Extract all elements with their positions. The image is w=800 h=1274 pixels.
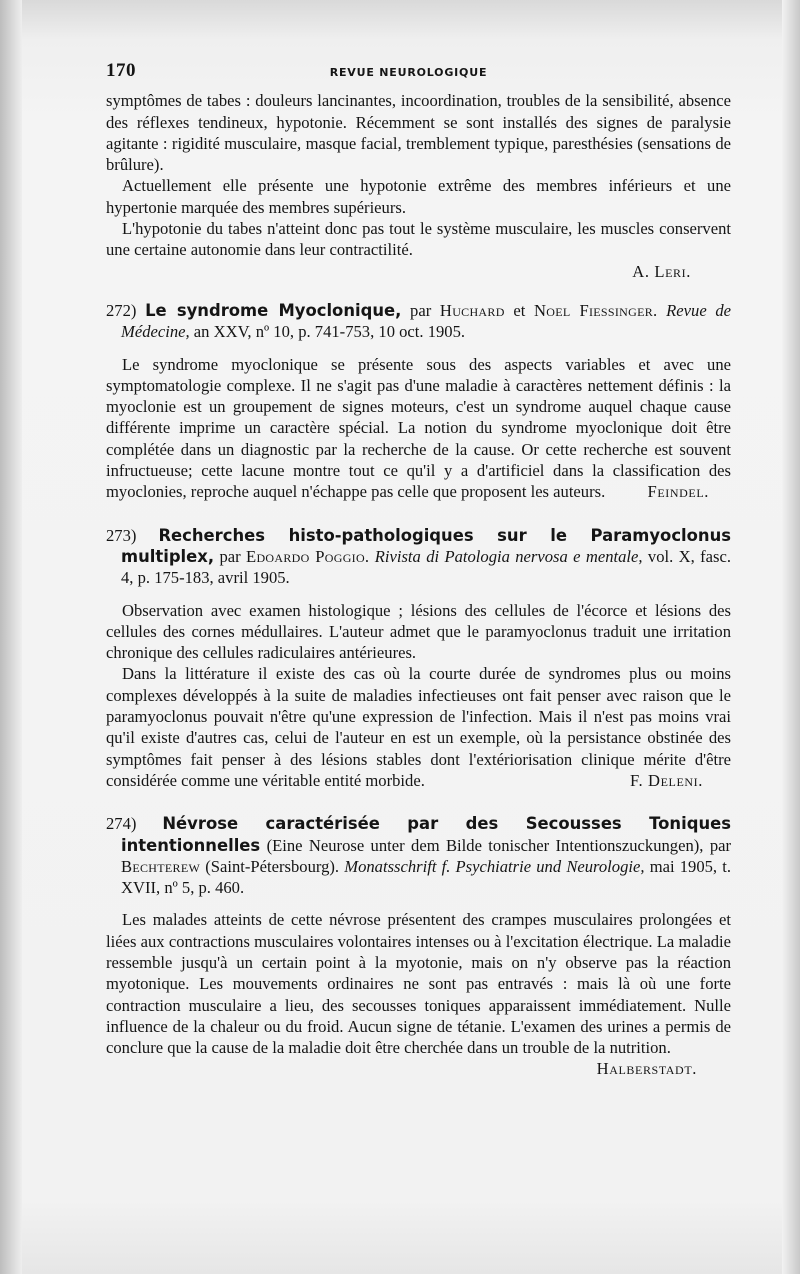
- author-place: (Saint-Pétersbourg).: [205, 856, 340, 876]
- entry-heading: [106, 300, 731, 343]
- reviewer-signature: A. Leri.: [632, 261, 691, 281]
- running-head: REVUE NEUROLOGIQUE: [329, 66, 488, 79]
- author-name: Noel Fiessinger.: [534, 300, 658, 320]
- citation-details: mai 1905, t. XVII, nº 5, p. 460.: [121, 856, 731, 898]
- page-edge-shadow-left: [0, 0, 22, 1274]
- entry-title: Recherches histo-pathologiques sur le Paramyoclonus multiplex,: [121, 525, 732, 566]
- entry-number: 272): [106, 300, 137, 320]
- previous-review-continuation: [106, 90, 731, 282]
- abstract-text: Dans la littérature il existe des cas où la courte durée de syndromes plus ou moins complexes développés à la suite de maladies infectieuses ont fait penser avec raison que le paramyoclonus pouvait n'être qu'une expression de l'infection. Mais il n'est pas moins vrai qu'il existe d'autres cas, celui de l'auteur en est un exemple, où la persistance obstinée des symptômes fait penser à des lésions stables dont l'extériorisation clinique mérite d'être considérée comme une véritable entité morbide. F. Deleni.: [106, 664, 731, 790]
- abstract-text: Les malades atteints de cette névrose présentent des crampes musculaires prolongées et liées aux contractions musculaires volontaires intenses ou à l'excitation électrique. La maladie ressemble jusqu'à un certain point à la myotonie, mais on n'y observe pas la réaction myotonique. Les mouvements ordinaires ne sont pas entravés : mais là où une forte contraction musculaire a lieu, des secousses toniques apparaissent immédiatement. Nulle influence de la chaleur ou du froid. Aucun signe de tétanie. L'examen des urines a permis de conclure que la cause de la maladie doit être cherchée dans un trouble de la nutrition.: [106, 910, 731, 1058]
- page-header: [106, 60, 731, 83]
- reviewer-signature: F. Deleni.: [630, 770, 703, 790]
- review-entry-272: [106, 300, 731, 503]
- entry-title: Le syndrome Myoclonique,: [145, 300, 402, 320]
- and-word: et: [513, 300, 526, 320]
- entry-heading: [106, 525, 731, 589]
- journal-name: Revue de Médecine,: [121, 300, 732, 342]
- abstract-text: Le syndrome myoclonique se présente sous des aspects variables et avec une symptomatologie complexe. Il ne s'agit pas d'une maladie à caractères nettement définis : la myoclonie est un groupement de signes moteurs, c'est un syndrome auquel chaque cause différente imprime un caractère spécial. La notion du syndrome myoclonique doit être complétée dans un diagnostic par la recherche de la cause. Or cette recherche est souvent infructueuse; cette lacune montre tout ce qu'il y a d'artificiel dans la classification des myoclonies, reproche auquel n'échappe pas celle que proposent les auteurs. Feindel.: [106, 354, 731, 502]
- page-content: [106, 60, 731, 1080]
- author-name: Huchard: [439, 300, 505, 320]
- citation-details: vol. X, fasc. 4, p. 175-183, avril 1905.: [121, 546, 731, 588]
- page-number: 170: [106, 60, 136, 81]
- page-edge-shadow-right: [782, 0, 800, 1274]
- citation-details: an XXV, nº 10, p. 741-753, 10 oct. 1905.: [193, 322, 466, 342]
- entry-number: 274): [106, 814, 137, 834]
- by-word: par: [410, 300, 432, 320]
- paragraph: symptômes de tabes : douleurs lancinantes, incoordination, troubles de la sensibilité, absence des réflexes tendineux, hypotonie. Récemment se sont installés des signes de paralysie agitante : rigidité musculaire, masque facial, tremblement typique, paresthésies (sensations de brûlure).: [106, 91, 731, 175]
- entry-title: Névrose caractérisée par des Secousses Toniques intentionnelles: [121, 814, 731, 855]
- journal-name: Monatsschrift f. Psychiatrie und Neurologie,: [344, 856, 645, 876]
- paragraph: Actuellement elle présente une hypotonie extrême des membres inférieurs et une hypertonie marquée des membres supérieurs.: [106, 176, 731, 217]
- reviewer-signature: Feindel.: [647, 482, 709, 502]
- reviewer-signature: Halberstadt.: [596, 1059, 697, 1079]
- author-name: Edoardo Poggio.: [246, 546, 370, 566]
- entry-number: 273): [106, 525, 137, 545]
- journal-name: Rivista di Patologia nervosa e mentale,: [374, 546, 643, 566]
- entry-heading: [106, 813, 731, 898]
- paragraph: L'hypotonie du tabes n'atteint donc pas tout le système musculaire, les muscles conservent une certaine autonomie dans leur contractilité.: [106, 219, 731, 260]
- review-entry-274: [106, 813, 731, 1080]
- abstract-text: Observation avec examen histologique ; lésions des cellules de l'écorce et lésions des cellules des cornes médullaires. L'auteur admet que le paramyoclonus traduit une irritation chronique des cellules radiculaires antérieures.: [106, 600, 731, 663]
- entry-subtitle: (Eine Neurose unter dem Bilde tonischer Intentionszuckungen), par: [266, 835, 732, 855]
- review-entry-273: [106, 525, 731, 792]
- author-name: Bechterew: [121, 856, 201, 876]
- by-word: par: [219, 546, 241, 566]
